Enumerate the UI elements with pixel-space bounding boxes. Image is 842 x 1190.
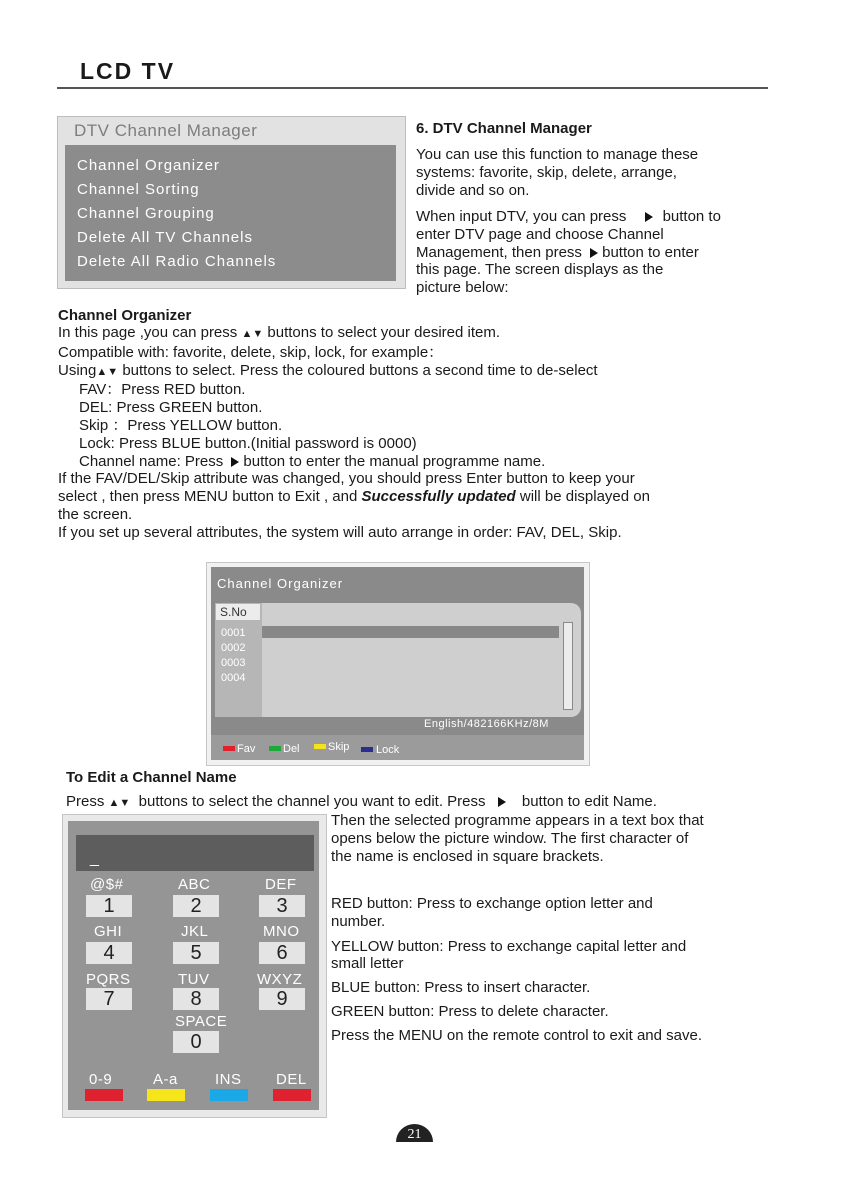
keypad-key-0[interactable]: 0 xyxy=(173,1031,219,1053)
menu-item-delete-all-tv[interactable]: Delete All TV Channels xyxy=(77,229,253,246)
keypad-label: TUV xyxy=(178,971,210,988)
text-line: divide and so on. xyxy=(416,181,530,199)
text-fragment: Press xyxy=(66,793,105,810)
section6-paragraph-2 xyxy=(416,208,766,297)
page-number: 21 xyxy=(396,1124,433,1142)
right-arrow-icon xyxy=(645,212,653,222)
text-fragment: buttons to select. Press the coloured buttons a second time to de-select xyxy=(122,361,598,379)
keypad-label: JKL xyxy=(181,923,209,940)
right-arrow-icon xyxy=(231,457,239,467)
button-functions xyxy=(331,895,771,1045)
text-fragment: Management, then press xyxy=(416,243,582,261)
blue-button-desc: BLUE button: Press to insert character. xyxy=(331,979,591,997)
legend-lock-label: Lock xyxy=(376,744,400,756)
header-divider xyxy=(57,87,768,89)
keypad-label: PQRS xyxy=(86,971,131,988)
text-line-del: DEL: Press GREEN button. xyxy=(79,399,263,417)
blue-lock-swatch xyxy=(361,747,373,752)
text-fragment: buttons to select your desired item. xyxy=(267,324,501,341)
red-button-desc: number. xyxy=(331,912,386,930)
blue-button-swatch[interactable] xyxy=(210,1089,248,1101)
section-title-channel-organizer: Channel Organizer xyxy=(58,307,192,324)
text-cursor: _ xyxy=(90,850,99,867)
yellow-skip-swatch xyxy=(314,744,326,749)
text-line: You can use this function to manage these xyxy=(416,146,699,163)
text-fragment: In this page ,you can press xyxy=(58,324,238,341)
mode-label-del: DEL xyxy=(276,1071,307,1088)
selected-row-highlight[interactable] xyxy=(262,626,559,638)
successfully-updated-text: Successfully updated xyxy=(361,488,516,506)
edit-instructions-line1 xyxy=(66,793,766,813)
color-legend-bar xyxy=(211,735,584,760)
mode-label-a-a: A-a xyxy=(153,1071,178,1088)
keypad-label: GHI xyxy=(94,923,123,940)
red-button-swatch[interactable] xyxy=(85,1089,123,1101)
text-line: Then the selected programme appears in a text box that xyxy=(331,812,704,829)
text-line: this page. The screen displays as the xyxy=(416,261,664,279)
text-fragment: Channel name: Press xyxy=(79,452,224,470)
menu-item-delete-all-radio[interactable]: Delete All Radio Channels xyxy=(77,253,277,270)
section6-paragraph-1 xyxy=(416,146,698,199)
text-fragment: button to enter the manual programme name. xyxy=(243,452,546,470)
keypad-key-4[interactable]: 4 xyxy=(86,942,132,964)
edit-instructions-body xyxy=(331,812,771,865)
up-down-arrows-icon: ▲▼ xyxy=(96,365,119,378)
menu-item-channel-organizer[interactable]: Channel Organizer xyxy=(77,157,220,174)
right-arrow-icon xyxy=(590,248,598,258)
menu-item-channel-sorting[interactable]: Channel Sorting xyxy=(77,181,200,198)
text-line: If the FAV/DEL/Skip attribute was changed, you should press Enter button to keep your xyxy=(58,470,635,488)
keypad-key-6[interactable]: 6 xyxy=(259,942,305,964)
text-line: picture below: xyxy=(416,279,509,297)
text-fragment: Using xyxy=(58,361,97,379)
text-line: the name is enclosed in square brackets. xyxy=(331,847,604,865)
text-line-skip: Skip ：Press YELLOW button. xyxy=(79,416,283,434)
text-line: the screen. xyxy=(58,505,133,523)
text-line: enter DTV page and choose Channel xyxy=(416,225,664,243)
sno-column-header: S.No xyxy=(216,604,260,620)
text-fragment: When input DTV, you can press xyxy=(416,208,627,225)
channel-row[interactable]: 0001 xyxy=(221,627,246,639)
channel-row[interactable]: 0002 xyxy=(221,642,246,654)
text-fragment: will be displayed on xyxy=(519,488,650,506)
legend-fav-label: Fav xyxy=(237,743,256,755)
keypad-key-3[interactable]: 3 xyxy=(259,895,305,917)
text-line: Compatible with: favorite, delete, skip, lock, for example： xyxy=(58,343,444,361)
text-fragment: buttons to select the channel you want to edit. Press xyxy=(138,793,486,810)
text-fragment: button to edit Name. xyxy=(521,793,657,810)
channel-organizer-title: Channel Organizer xyxy=(217,576,344,591)
yellow-button-swatch[interactable] xyxy=(147,1089,185,1101)
section-title-dtv-channel-manager: 6. DTV Channel Manager xyxy=(416,120,592,137)
menu-button-desc: Press the MENU on the remote control to exit and save. xyxy=(331,1026,703,1044)
text-line-lock: Lock: Press BLUE button.(Initial password is 0000) xyxy=(79,434,417,452)
keypad-label: ABC xyxy=(178,876,211,893)
up-down-arrows-icon: ▲▼ xyxy=(108,797,131,809)
green-del-swatch xyxy=(269,746,281,751)
mode-label-0-9: 0-9 xyxy=(89,1071,113,1088)
text-fragment: button to xyxy=(662,208,721,225)
channel-list xyxy=(215,603,581,717)
keypad-key-5[interactable]: 5 xyxy=(173,942,219,964)
text-fragment: button to enter xyxy=(602,243,699,261)
text-line: If you set up several attributes, the system will auto arrange in order: FAV, DEL, Skip. xyxy=(58,523,622,541)
keypad-key-8[interactable]: 8 xyxy=(173,988,219,1010)
legend-skip-label: Skip xyxy=(328,741,350,753)
dtv-menu-list xyxy=(65,145,396,281)
keypad-label: @$# xyxy=(90,876,124,893)
keypad-label: DEF xyxy=(265,876,297,893)
red-button-desc: RED button: Press to exchange option letter and xyxy=(331,895,653,912)
dtv-menu-title: DTV Channel Manager xyxy=(74,121,258,140)
page-header-title: LCD TV xyxy=(80,58,176,84)
yellow-button-desc: small letter xyxy=(331,955,404,973)
keypad-key-2[interactable]: 2 xyxy=(173,895,219,917)
text-line: systems: favorite, skip, delete, arrange, xyxy=(416,163,677,181)
channel-row[interactable]: 0003 xyxy=(221,657,246,669)
legend-del-label: Del xyxy=(283,743,300,755)
channel-row[interactable]: 0004 xyxy=(221,672,246,684)
organizer-instructions xyxy=(58,324,778,542)
keypad-key-9[interactable]: 9 xyxy=(259,988,305,1010)
keypad-label: MNO xyxy=(263,923,300,940)
text-line: opens below the picture window. The first character of xyxy=(331,829,689,847)
channel-name-field[interactable] xyxy=(76,835,314,871)
mode-label-ins: INS xyxy=(215,1071,242,1088)
red-fav-swatch xyxy=(223,746,235,751)
yellow-button-desc: YELLOW button: Press to exchange capital letter and xyxy=(331,937,687,955)
text-fragment: select , then press MENU button to Exit , and xyxy=(58,488,358,506)
section-title-edit-channel-name: To Edit a Channel Name xyxy=(66,769,237,786)
text-line-fav: FAV：Press RED button. xyxy=(79,381,246,399)
up-down-arrows-icon: ▲▼ xyxy=(241,328,264,340)
green-button-desc: GREEN button: Press to delete character. xyxy=(331,1002,609,1020)
frequency-info: English/482166KHz/8M xyxy=(424,718,549,730)
keypad-label: WXYZ xyxy=(257,971,303,988)
keypad-key-1[interactable]: 1 xyxy=(86,895,132,917)
channel-list-scrollbar[interactable] xyxy=(563,622,573,710)
menu-item-channel-grouping[interactable]: Channel Grouping xyxy=(77,205,215,222)
keypad-label-space: SPACE xyxy=(175,1013,228,1030)
right-arrow-icon xyxy=(498,797,506,807)
keypad-key-7[interactable]: 7 xyxy=(86,988,132,1010)
red-del-button-swatch[interactable] xyxy=(273,1089,311,1101)
